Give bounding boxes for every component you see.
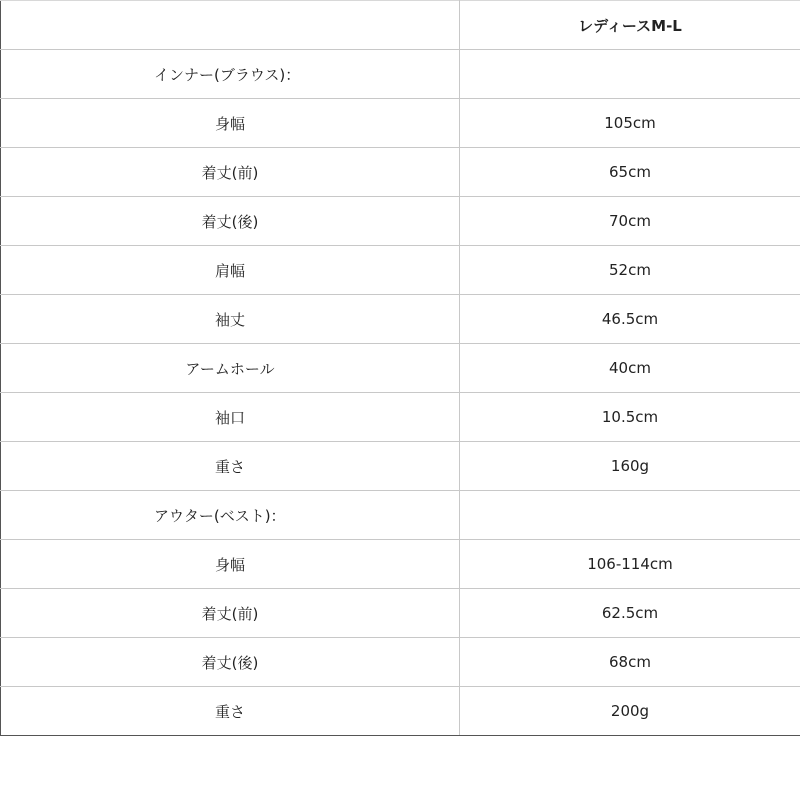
- table-row: [1, 295, 800, 344]
- section-label-inner: インナー(ブラウス)：: [1, 50, 460, 99]
- value-cell: 106-114cm: [460, 540, 800, 589]
- table-row: [1, 99, 800, 148]
- measure-label: 着丈(後): [1, 197, 460, 246]
- table-row: [1, 246, 800, 295]
- table-row: [1, 50, 800, 99]
- value-cell: 65cm: [460, 148, 800, 197]
- value-cell: [460, 50, 800, 99]
- value-cell: 68cm: [460, 638, 800, 687]
- value-cell: 70cm: [460, 197, 800, 246]
- table-row: [1, 148, 800, 197]
- measure-label: 肩幅: [1, 246, 460, 295]
- value-cell: 62.5cm: [460, 589, 800, 638]
- value-cell: [460, 491, 800, 540]
- value-cell: 200g: [460, 687, 800, 736]
- value-cell: 10.5cm: [460, 393, 800, 442]
- value-cell: 40cm: [460, 344, 800, 393]
- value-cell: 46.5cm: [460, 295, 800, 344]
- value-cell: 105cm: [460, 99, 800, 148]
- section-label-outer: アウター(ベスト)：: [1, 491, 460, 540]
- measure-label: 重さ: [1, 687, 460, 736]
- measure-label: 袖丈: [1, 295, 460, 344]
- measure-label: 重さ: [1, 442, 460, 491]
- table-row: [1, 197, 800, 246]
- size-chart-body: [1, 1, 800, 736]
- measure-label: 身幅: [1, 540, 460, 589]
- measure-label: 着丈(前): [1, 589, 460, 638]
- table-row: [1, 442, 800, 491]
- table-row: [1, 540, 800, 589]
- table-row: [1, 393, 800, 442]
- header-size-cell: レディースM-L: [460, 1, 800, 50]
- header-row: [1, 1, 800, 50]
- measure-label: 袖口: [1, 393, 460, 442]
- value-cell: 160g: [460, 442, 800, 491]
- header-label-cell: [1, 1, 460, 50]
- table-row: [1, 638, 800, 687]
- measure-label: 身幅: [1, 99, 460, 148]
- table-row: [1, 687, 800, 736]
- table-row: [1, 491, 800, 540]
- measure-label: 着丈(後): [1, 638, 460, 687]
- table-row: [1, 589, 800, 638]
- value-cell: 52cm: [460, 246, 800, 295]
- measure-label: アームホール: [1, 344, 460, 393]
- table-row: [1, 344, 800, 393]
- measure-label: 着丈(前): [1, 148, 460, 197]
